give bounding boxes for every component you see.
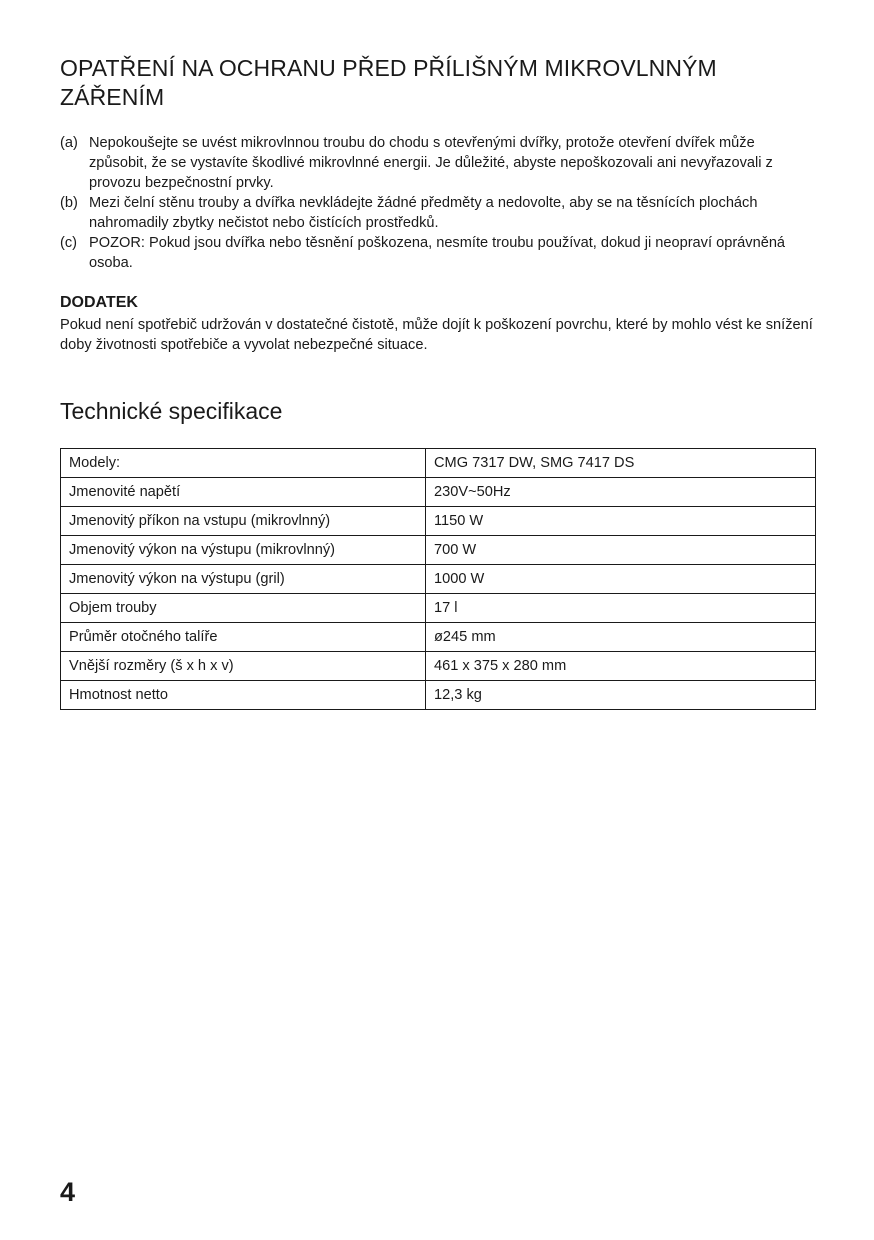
spec-value: 1000 W [426, 565, 816, 594]
warning-marker-b: (b) [60, 195, 78, 211]
heading-microwave-safety: OPATŘENÍ NA OCHRANU PŘED PŘÍLIŠNÝM MIKROVLNNÝM ZÁŘENÍM [60, 55, 717, 110]
warning-item-c [60, 233, 816, 273]
spec-label: Objem trouby [61, 594, 426, 623]
warning-text-b: Mezi čelní stěnu trouby a dvířka nevkládejte žádné předměty a nedovolte, aby se na těsnících plochách nahromadily zbytky nečistot nebo čistících prostředků. [89, 195, 758, 231]
spec-row-oven-volume [61, 594, 816, 623]
spec-value: 700 W [426, 536, 816, 565]
warning-marker-a: (a) [60, 135, 78, 151]
spec-row-output-grill [61, 565, 816, 594]
warning-text-c: POZOR: Pokud jsou dvířka nebo těsnění poškozena, nesmíte troubu používat, dokud ji neopraví oprávněná osoba. [89, 235, 786, 271]
spec-label: Jmenovité napětí [61, 478, 426, 507]
spec-value: CMG 7317 DW, SMG 7417 DS [426, 449, 816, 478]
spec-label: Vnější rozměry (š x h x v) [61, 652, 426, 681]
spec-row-dimensions [61, 652, 816, 681]
spec-value: 12,3 kg [426, 681, 816, 710]
warning-item-b [60, 193, 816, 233]
spec-label: Jmenovitý výkon na výstupu (gril) [61, 565, 426, 594]
spec-label: Jmenovitý příkon na vstupu (mikrovlnný) [61, 507, 426, 536]
spec-value: 230V~50Hz [426, 478, 816, 507]
safety-warnings-list [60, 133, 816, 273]
spec-label: Jmenovitý výkon na výstupu (mikrovlnný) [61, 536, 426, 565]
spec-value: 461 x 375 x 280 mm [426, 652, 816, 681]
spec-row-output-microwave [61, 536, 816, 565]
spec-label: Modely: [61, 449, 426, 478]
spec-label: Průměr otočného talíře [61, 623, 426, 652]
warning-text-a: Nepokoušejte se uvést mikrovlnnou troubu do chodu s otevřenými dvířky, protože otevření dvířek může způsobit, že se vystavíte škodlivé mikrovlnné energii. Je důležité, abyste nepoškozovali ani nevyřazovali z provozu bezpečnostní prvky. [89, 135, 773, 191]
addendum-title: DODATEK [60, 294, 138, 311]
spec-row-input-power [61, 507, 816, 536]
spec-row-turntable-diameter [61, 623, 816, 652]
spec-label: Hmotnost netto [61, 681, 426, 710]
spec-value: 1150 W [426, 507, 816, 536]
addendum-text: Pokud není spotřebič udržován v dostatečné čistotě, může dojít k poškození povrchu, které by mohlo vést ke snížení doby životnosti spotřebiče a vyvolat nebezpečné situace. [60, 317, 813, 353]
spec-value: 17 l [426, 594, 816, 623]
spec-table [60, 448, 816, 710]
spec-row-rated-voltage [61, 478, 816, 507]
page-number: 4 [60, 1177, 76, 1207]
spec-row-net-weight [61, 681, 816, 710]
warning-item-a [60, 133, 816, 193]
heading-technical-specs: Technické specifikace [60, 398, 283, 424]
spec-row-models [61, 449, 816, 478]
warning-marker-c: (c) [60, 235, 78, 251]
spec-value: ø245 mm [426, 623, 816, 652]
